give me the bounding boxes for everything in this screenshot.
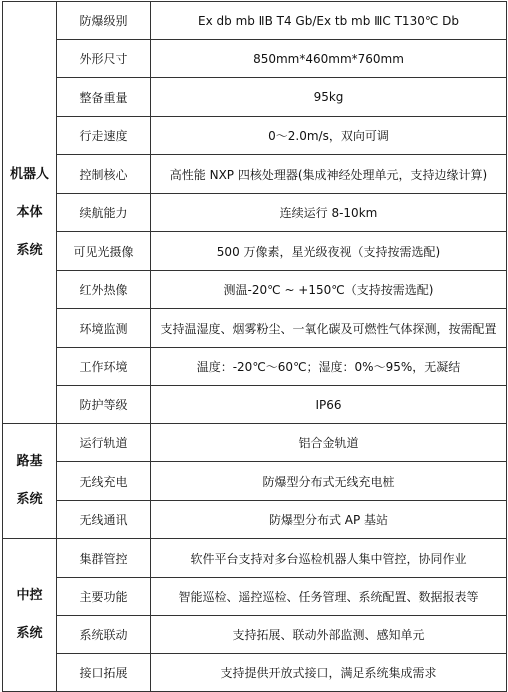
table-row: [3, 348, 507, 386]
row-label: 行走速度: [57, 117, 151, 155]
row-label: 系统联动: [57, 616, 151, 654]
group-name-cell: [3, 424, 57, 539]
row-label: 防护等级: [57, 386, 151, 424]
row-value: 850mm*460mm*760mm: [151, 40, 507, 78]
group-name-cell: [3, 539, 57, 692]
row-value: 防爆型分布式无线充电桩: [151, 462, 507, 501]
spec-table-body: [3, 2, 507, 692]
table-row: [3, 232, 507, 271]
table-row: [3, 386, 507, 424]
row-value: IP66: [151, 386, 507, 424]
row-value: 软件平台支持对多台巡检机器人集中管控，协同作业: [151, 539, 507, 578]
row-label: 主要功能: [57, 578, 151, 616]
group-name-line: 系统: [16, 492, 43, 507]
row-value: 支持拓展、联动外部监测、感知单元: [151, 616, 507, 654]
group-name-cell: [3, 2, 57, 424]
table-row: [3, 462, 507, 501]
table-row: [3, 78, 507, 117]
row-label: 无线通讯: [57, 501, 151, 539]
row-label: 外形尺寸: [57, 40, 151, 78]
group-name-line: 系统: [16, 242, 43, 258]
row-value: 0～2.0m/s，双向可调: [151, 117, 507, 155]
group-name-line: 机器人: [9, 166, 49, 182]
row-value: 智能巡检、遥控巡检、任务管理、系统配置、数据报表等: [151, 578, 507, 616]
row-label: 集群管控: [57, 539, 151, 578]
table-row: [3, 424, 507, 462]
row-label: 工作环境: [57, 348, 151, 386]
table-row: [3, 2, 507, 40]
row-value: 测温-20℃ ~ +150℃（支持按需选配): [151, 271, 507, 309]
row-value: 95kg: [151, 78, 507, 117]
table-row: [3, 654, 507, 692]
group-name-line: 系统: [16, 626, 43, 641]
row-value: 支持提供开放式接口，满足系统集成需求: [151, 654, 507, 692]
table-row: [3, 539, 507, 578]
table-row: [3, 501, 507, 539]
row-value: Ex db mb ⅡB T4 Gb/Ex tb mb ⅢC T130℃ Db: [151, 2, 507, 40]
row-label: 可见光摄像: [57, 232, 151, 271]
row-value: 防爆型分布式 AP 基站: [151, 501, 507, 539]
row-value: 温度：-20℃～60℃；湿度：0%～95%，无凝结: [151, 348, 507, 386]
table-row: [3, 271, 507, 309]
group-name-line: 本体: [16, 204, 43, 220]
row-label: 续航能力: [57, 194, 151, 232]
row-value: 铝合金轨道: [151, 424, 507, 462]
table-row: [3, 40, 507, 78]
group-name-line: 路基: [16, 454, 43, 469]
row-label: 接口拓展: [57, 654, 151, 692]
row-label: 无线充电: [57, 462, 151, 501]
table-row: [3, 616, 507, 654]
table-row: [3, 117, 507, 155]
row-value: 500 万像素，星光级夜视（支持按需选配): [151, 232, 507, 271]
row-label: 防爆级别: [57, 2, 151, 40]
row-value: 高性能 NXP 四核处理器(集成神经处理单元，支持边缘计算): [151, 155, 507, 194]
row-label: 整备重量: [57, 78, 151, 117]
row-value: 连续运行 8-10km: [151, 194, 507, 232]
table-row: [3, 309, 507, 348]
group-name-line: 中控: [16, 588, 43, 603]
spec-table: [2, 1, 507, 692]
row-value: 支持温湿度、烟雾粉尘、一氧化碳及可燃性气体探测，按需配置: [151, 309, 507, 348]
table-row: [3, 155, 507, 194]
table-row: [3, 578, 507, 616]
table-row: [3, 194, 507, 232]
row-label: 控制核心: [57, 155, 151, 194]
row-label: 运行轨道: [57, 424, 151, 462]
row-label: 红外热像: [57, 271, 151, 309]
row-label: 环境监测: [57, 309, 151, 348]
